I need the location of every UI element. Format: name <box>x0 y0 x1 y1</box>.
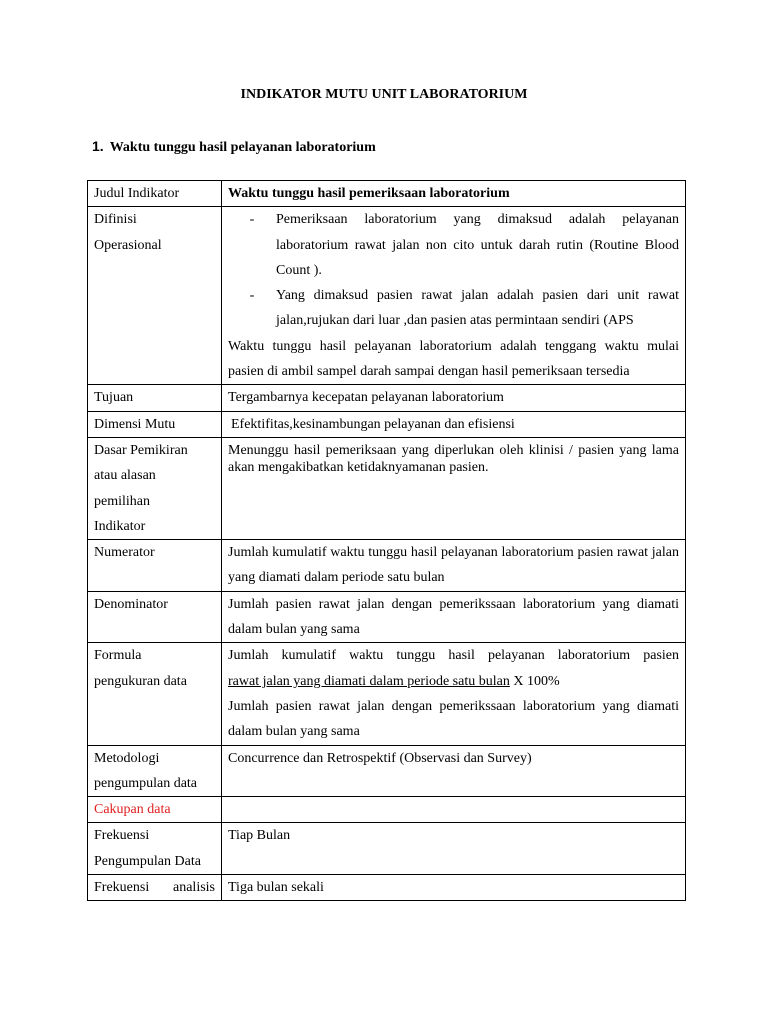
formula-denominator: Jumlah pasien rawat jalan dengan pemerikssaan laboratorium yang diamati dalam bulan yang sama <box>228 698 679 740</box>
label-line: pengumpulan data <box>94 775 198 791</box>
row-label-frekuensi-analisis <box>88 875 222 901</box>
section-number: 1. <box>92 138 104 154</box>
table-row <box>88 797 686 823</box>
list-item <box>228 283 679 334</box>
label-word: analisis <box>173 880 215 896</box>
bullet-text: Yang dimaksud pasien rawat jalan adalah pasien dari unit rawat jalan,rujukan dari luar ,dan pasien atas permintaan sendiri (APS <box>276 288 679 329</box>
label-line: Pengumpulan Data <box>94 853 201 869</box>
label-line: pengukuran data <box>94 673 187 689</box>
label-line: Indikator <box>94 518 146 534</box>
bullet-marker: - <box>249 212 255 228</box>
table-row <box>88 823 686 875</box>
row-value-judul: Waktu tunggu hasil pemeriksaan laboratorium <box>222 181 686 207</box>
label-line: Difinisi <box>94 212 137 228</box>
table-row <box>88 181 686 207</box>
row-label-dasar <box>88 437 222 539</box>
definition-paragraph: Waktu tunggu hasil pelayanan laboratorium adalah tenggang waktu mulai pasien di ambil sampel darah sampai dengan hasil pemeriksaan tersedia <box>228 338 679 380</box>
table-row <box>88 540 686 592</box>
list-item <box>228 207 679 283</box>
section-title: Waktu tunggu hasil pelayanan laboratorium <box>109 140 376 155</box>
table-row <box>88 643 686 745</box>
table-row <box>88 411 686 437</box>
row-value-dimensi: Efektifitas,kesinambungan pelayanan dan efisiensi <box>222 411 686 437</box>
label-line <box>94 875 215 900</box>
table-row <box>88 875 686 901</box>
label-line: atau alasan <box>94 468 156 484</box>
label-word: Frekuensi <box>94 880 150 896</box>
formula-multiplier: X 100% <box>509 673 560 689</box>
row-label-tujuan: Tujuan <box>88 385 222 411</box>
label-line: Metodologi <box>94 750 160 766</box>
row-value-cakupan <box>222 797 686 823</box>
table-row <box>88 437 686 539</box>
row-value-definisi <box>222 207 686 385</box>
row-label-cakupan: Cakupan data <box>88 797 222 823</box>
row-label-judul: Judul Indikator <box>88 181 222 207</box>
row-label-numerator: Numerator <box>88 540 222 592</box>
row-value-frekuensi-pengumpulan: Tiap Bulan <box>222 823 686 875</box>
label-line: Frekuensi <box>94 828 150 844</box>
label-line: Operasional <box>94 237 162 253</box>
formula-numerator-line-2 <box>228 669 679 694</box>
label-line: Dasar Pemikiran <box>94 442 188 458</box>
table-row <box>88 207 686 385</box>
label-line: pemilihan <box>94 493 150 509</box>
table-row <box>88 745 686 797</box>
row-value-dasar: Menunggu hasil pemeriksaan yang diperlukan oleh klinisi / pasien yang lama akan mengakibatkan ketidaknyamanan pasien. <box>222 437 686 539</box>
bullet-marker: - <box>249 288 255 304</box>
row-value-metodologi: Concurrence dan Retrospektif (Observasi dan Survey) <box>222 745 686 797</box>
label-line: Formula <box>94 648 142 664</box>
row-value-frekuensi-analisis: Tiga bulan sekali <box>222 875 686 901</box>
row-value-numerator: Jumlah kumulatif waktu tunggu hasil pelayanan laboratorium pasien rawat jalan yang diamati dalam periode satu bulan <box>222 540 686 592</box>
section-heading <box>92 138 376 156</box>
indicator-table <box>87 180 686 901</box>
row-label-frekuensi-pengumpulan <box>88 823 222 875</box>
row-label-denominator: Denominator <box>88 591 222 643</box>
row-label-dimensi: Dimensi Mutu <box>88 411 222 437</box>
row-value-formula <box>222 643 686 745</box>
row-label-metodologi <box>88 745 222 797</box>
bullet-text: Pemeriksaan laboratorium yang dimaksud adalah pelayanan laboratorium rawat jalan non cito untuk darah rutin (Routine Blood Count ). <box>276 212 679 278</box>
formula-underlined-text: rawat jalan yang diamati dalam periode satu bulan <box>228 673 510 689</box>
formula-numerator-line: Jumlah kumulatif waktu tunggu hasil pelayanan laboratorium pasien <box>228 648 679 664</box>
row-value-denominator: Jumlah pasien rawat jalan dengan pemerikssaan laboratorium yang diamati dalam bulan yang sama <box>222 591 686 643</box>
row-label-formula <box>88 643 222 745</box>
row-label-definisi <box>88 207 222 385</box>
row-value-tujuan: Tergambarnya kecepatan pelayanan laboratorium <box>222 385 686 411</box>
table-row <box>88 385 686 411</box>
document-title: INDIKATOR MUTU UNIT LABORATORIUM <box>240 87 528 102</box>
table-row <box>88 591 686 643</box>
